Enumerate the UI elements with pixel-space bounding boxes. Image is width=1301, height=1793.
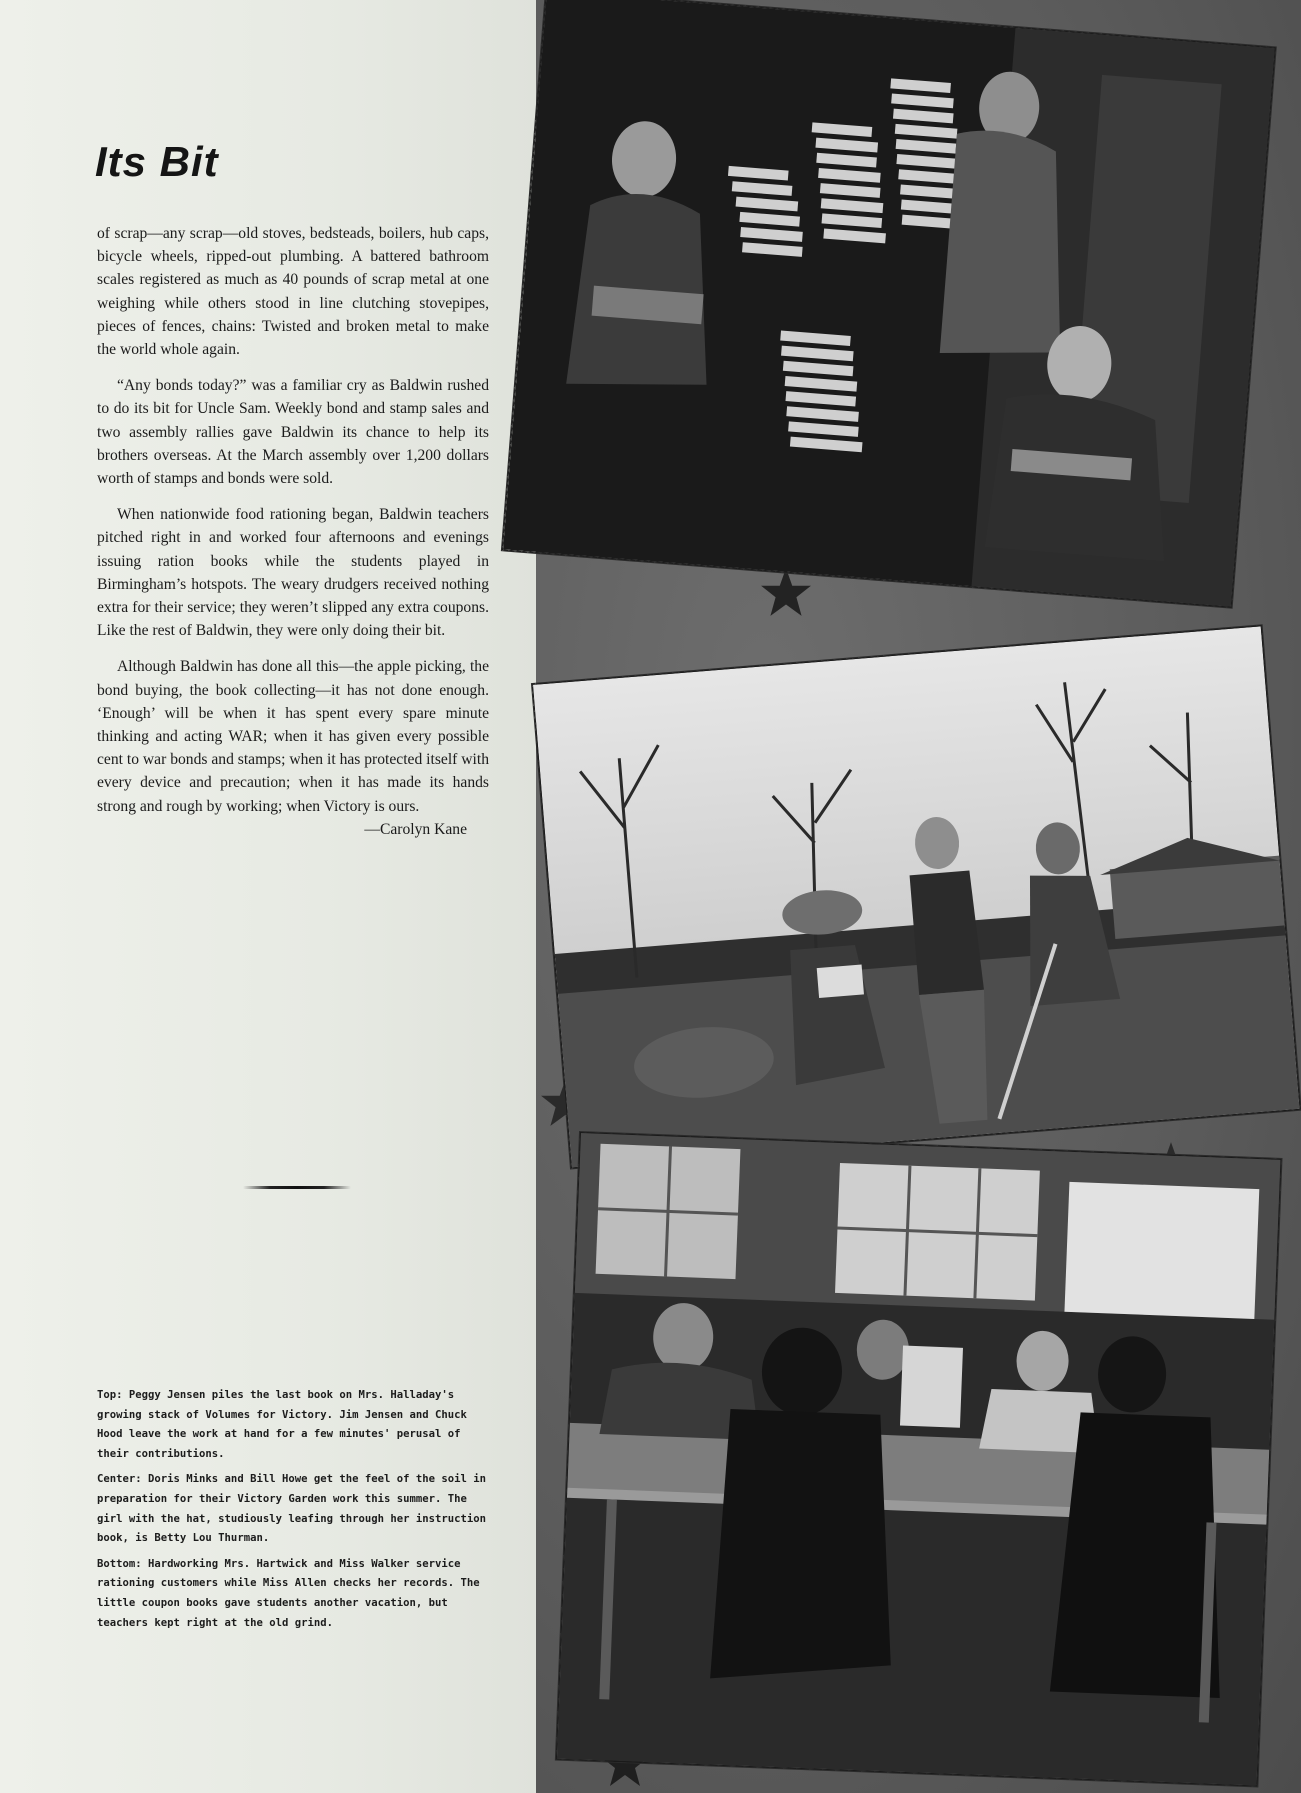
article-paragraph: “Any bonds today?” was a familiar cry as Baldwin rushed to do its bit for Uncle Sam. Weekly bond and stamp sales and two assembly rallies gave Baldwin its chance to help its brothers overseas. At the March assembly over 1,200 dollars worth of stamps and bonds were sold. — [97, 377, 489, 488]
article-paragraph: of scrap—any scrap—old stoves, bedsteads, boilers, hub caps, bicycle wheels, ripped-out plumbing. A battered bathroom scales registered as much as 40 pounds of scrap metal at one weighing while others stood in line clutching stovepipes, pieces of fences, chains: Twisted and broken metal to make the world whole again. — [97, 225, 489, 359]
photo-victory-garden-icon — [533, 626, 1299, 1167]
photo-bottom-rationing — [556, 1132, 1282, 1786]
photo-captions — [97, 1386, 489, 1639]
caption-bottom: Bottom: Hardworking Mrs. Hartwick and Miss Walker service rationing customers while Miss Allen checks her records. The little coupon books gave students another vacation, but teachers kept right at the old grind. — [97, 1557, 480, 1629]
author-byline: —Carolyn Kane — [364, 820, 467, 838]
photo-books-stack-icon — [503, 0, 1275, 607]
photo-board — [536, 0, 1301, 1793]
photo-center-garden — [532, 625, 1301, 1168]
page-title: Its Bit — [95, 138, 219, 185]
article-paragraph: Although Baldwin has done all this—the apple picking, the bond buying, the book collecting—it has not done enough. ‘Enough’ will be when it has spent every spare minute thinking and acting WAR; when it has given every possible cent to war bonds and stamps; when it has protected itself with every device and precaution; when it has made its hands strong and rough by working; when Victory is ours. — [97, 658, 489, 815]
section-divider — [243, 1186, 351, 1189]
article-paragraph: When nationwide food rationing began, Baldwin teachers pitched right in and worked four afternoons and evenings issuing ration books while the students played in Birmingham’s hotspots. The weary drudgers received nothing extra for their service; they weren’t slipped any extra coupons. Like the rest of Baldwin, they were only doing their bit. — [97, 506, 489, 640]
photo-rationing-desk-icon — [557, 1133, 1281, 1785]
caption-center: Center: Doris Minks and Bill Howe get the feel of the soil in preparation for their Victory Garden work this summer. The girl with the hat, studiously leafing through her instruction book, is Betty Lou Thurman. — [97, 1473, 487, 1545]
article-body — [97, 222, 489, 841]
photo-top-books — [502, 0, 1276, 608]
caption-top: Top: Peggy Jensen piles the last book on Mrs. Halladay's growing stack of Volumes for Victory. Jim Jensen and Chuck Hood leave the work at hand for a few minutes' perusal of their contributions. — [97, 1389, 467, 1460]
left-text-page — [0, 0, 536, 1793]
